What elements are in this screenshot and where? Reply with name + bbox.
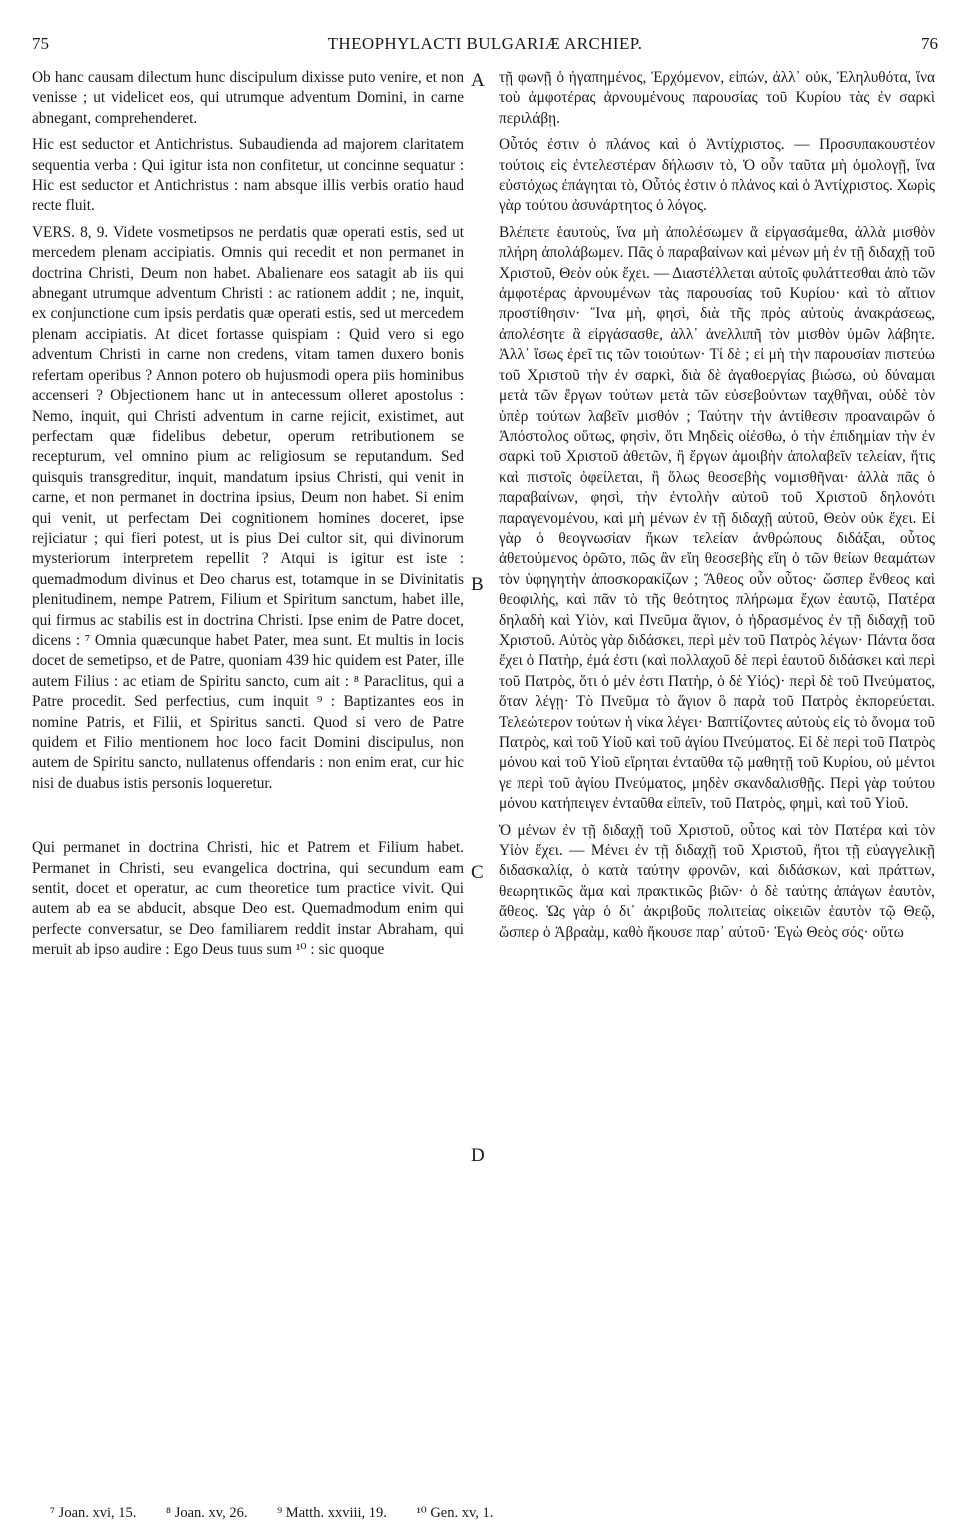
latin-paragraph: Qui permanet in doctrina Christi, hic et Patrem et Filium habet. Permanet in Christi, seu evangelica doctrina, qui secundum eam sentit, docet et operatur, ac cum theoretice tum practice vivit. Qui autem ab ea se abducit, absque Deo est. Quemadmodum enim qui perfecte conversatur, se Deo familiarem reddit instar Abraham, qui meruit ab ipso audire : Ego Deus tuus sum ¹⁰ : sic quoque xyxy=(32,839,464,959)
latin-column xyxy=(32,68,464,967)
footnote: ¹⁰ Gen. xv, 1. xyxy=(416,1505,494,1521)
greek-paragraph: τῇ φωνῇ ὁ ἠγαπημένος, Ἐρχόμενον, εἰπών, ἀλλ᾽ οὐκ, Ἐληλυθότα, ἵνα τοὺ ἀμφοτέρας ἀρνουμένους παρουσίας τοῦ Κυρίου τὰς ἐν σαρκὶ περιλάβῃ. xyxy=(499,69,935,127)
latin-paragraph: Hic est seductor et Antichristus. Subaudienda ad majorem claritatem sequentia verba : Qui igitur ista non confitetur, ut concinne sequatur : Hic est seductor et Antichristus : nam absque illis verbis oratio haud recte fluit. xyxy=(32,136,464,215)
section-marker-b: B xyxy=(471,574,484,595)
greek-paragraph: Βλέπετε ἑαυτοὺς, ἵνα μὴ ἀπολέσωμεν ἃ εἰργασάμεθα, ἀλλὰ μισθὸν πλήρη ἀπολάβωμεν. Πᾶς ὁ παραβαίνων καὶ μένων μὴ ἐν τῇ διδαχῇ τοῦ Χριστοῦ, Θεὸν οὐκ ἔχει. — Διαστέλλεται αὐτοῖς φυλάττεσθαι ἀπὸ τῶν ἀμφοτέρας ἀρνουμένων τὰς παρουσίας τοῦ Κυρίου· καὶ τὸ αἴτιον προστίθησιν· Ἵνα μὴ, φησὶ, διὰ τῆς πρὸς αὐτοὺς ἀνακράσεως, ἀπολέσητε ἃ εἰργάσασθε, ἀλλ᾽ ἀνελλιπῆ τὸν μισθὸν ὑμῶν λάβητε. Ἀλλ᾽ ἴσως ἐρεῖ τις τῶν τοιούτων· Τί δὲ ; εἰ μὴ τὴν παρουσίαν πιστεύω τοῦ Χριστοῦ τὴν ἐν σαρκὶ, διὰ δὲ ἀγαθοεργίας βιώσω, οὐ δύναμαι μετὰ τῶν ἔργων τούτων μετὰ τῶν εὐσεβούντων ταχθῆναι, οὐδὲ τὸν ὑπὲρ τούτων λαβεῖν μισθόν ; Ταύτην τὴν ἀντίθεσιν προαναιρῶν ὁ Ἀπόστολος οὕτως, φησὶν, ὅτι Μηδεὶς οἰέσθω, ὁ τὴν ἐπιδημίαν τὴν ἐν σαρκὶ τοῦ Χριστοῦ ἀθετῶν, ἢ ἔργων ἀμοιβὴν ἀπολαβεῖν τελείαν, ἥτις καὶ πιστοῖς ὀφείλεται, ἢ ὅλως θεοσεβὴς νομισθῆναι· ἀλλὰ πᾶς ὁ παραβαίνων, φησὶ, τὴν ἐντολὴν αὐτοῦ τοῦ Χριστοῦ δηλονότι παραγενομένου, καὶ μὴ μένων ἐν τῇ διδαχῇ αὐτοῦ, Θεὸν οὐκ ἔχει. Εἰ γὰρ ὁ θεογνωσίαν ἥκων τελείαν ἀνθρώπους διδάξαι, οὗτος ἀθετούμενος ὁρῶτο, πῶς ἂν εἴη θεοσεβὴς εἴη ὁ τῶν θείων θεαμάτων τὸν ὑφηγητὴν ἀποσκορακίζων ; Ἄθεος οὖν οὗτος· ὥσπερ ἔνθεος καὶ θεοφιλὴς, καὶ πᾶν τὸ τῆς θεότητος πλήρωμα ἔχων ἑαυτῷ, Πατέρα δηλαδὴ καὶ Υἱὸν, καὶ Πνεῦμα ἅγιον, ὁ ἡδρασμένος ἐν τῇ διδαχῇ τοῦ Χριστοῦ. Αὐτὸς γὰρ διδάσκει, περὶ μὲν τοῦ Πατρὸς λέγων· Πάντα ὅσα ἔχει ὁ Πατὴρ, ἐμά ἐστι (καὶ πολλαχοῦ δὲ περὶ ἑαυτοῦ διδάσκει καὶ περὶ τοῦ Πατρὸς, ὅτι ὁ μέν ἐστι Πατὴρ, ὁ δὲ Υἱός)· περὶ δὲ τοῦ Πνεύματος, ὅταν λέγῃ· Τὸ Πνεῦμα τὸ ἅγιον ὃ παρὰ τοῦ Πατρὸς ἐκπορεύεται. Τελεώτερον τούτων ἡ νίκα λέγει· Βαπτίζοντες αὐτοὺς εἰς τὸ ὄνομα τοῦ Πατρὸς, καὶ τοῦ Υἱοῦ καὶ τοῦ ἁγίου Πνεύματος. Εἰ δὲ περὶ τοῦ Πατρὸς μόνου καὶ τοῦ Υἱοῦ εἴρηται ἐνταῦθα τῷ μαθητῇ τοῦ Κυρίου, οὐ μέντοι γε περὶ τοῦ ἁγίου Πνεύματος, μηδὲν σκανδαλισθῇς. Περὶ γὰρ τούτου μόνου κατήπειγεν ἐνταῦθα εἰπεῖν, τοῦ Πατρὸς, φημὶ, καὶ τοῦ Υἱοῦ. xyxy=(499,223,935,813)
greek-paragraph: Ὁ μένων ἐν τῇ διδαχῇ τοῦ Χριστοῦ, οὗτος καὶ τὸν Πατέρα καὶ τὸν Υἱὸν ἔχει. — Μένει ἐν τῇ διδαχῇ τοῦ Χριστοῦ, ἤτοι τῇ εὐαγγελικῇ διδασκαλίᾳ, ὁ κατὰ ταύτην φρονῶν, καὶ διδάσκων, καὶ πράττων, θεωρητικῶς ἅμα καὶ πρακτικῶς βιῶν· ὁ δὲ ταύτης ἀπάγων ἑαυτὸν, ἄθεος. Ὡς γὰρ ὁ δι᾽ ἀκριβοῦς πολιτείας οἰκειῶν ἑαυτὸν τῷ Θεῷ, ὥσπερ ὁ Ἀβραὰμ, καθὸ ἤκουσε παρ᾽ αὐτοῦ· Ἐγὼ Θεὸς σός· οὕτω xyxy=(499,821,935,941)
greek-paragraph: Οὗτός ἐστιν ὁ πλάνος καὶ ὁ Ἀντίχριστος. — Προσυπακουστέον τούτοις εἰς ἐντελεστέραν δήλωσιν τὸ, Ὁ οὖν ταῦτα μὴ ὁμολογῇ, ἵνα εὐστόχως ἐπάγηται τὸ, Οὗτός ἐστιν ὁ πλάνος καὶ ὁ Ἀντίχριστος. Χωρὶς γὰρ τούτου ἀσυνάρτητος ὁ λόγος. xyxy=(499,136,935,215)
footnote: ⁸ Joan. xv, 26. xyxy=(166,1505,248,1521)
footnotes xyxy=(50,1505,930,1522)
left-page-number: 75 xyxy=(32,34,49,53)
footnote: ⁹ Matth. xxviii, 19. xyxy=(277,1505,387,1521)
running-header xyxy=(28,34,942,58)
section-marker-d: D xyxy=(471,1145,485,1166)
right-page-number: 76 xyxy=(921,34,938,53)
latin-paragraph: VERS. 8, 9. Videte vosmetipsos ne perdatis quæ operati estis, sed ut mercedem plenam accipiatis. Omnis qui recedit et non permanet in doctrina Christi, Deum non habet. Abalienare eos satagit ab iis qui abnegant utrumque adventum Christi : ac rationem addit ; ne, inquit, ex conjunctione cum ipsis perdatis quæ operati estis, sed ut mercedem plenam accipiatis. At dicet fortasse quispiam : Quid vero si ego adventum Christi in carne non credens, vitam tamen duxero bonis refertam operibus ? Annon potero ob hujusmodi opera piis hominibus accenseri ? Objectionem hanc ut in antecessum olleret apostolus : Nemo, inquit, qui Christi adventum in carne rejicit, existimet, aut perfectam quæ fidelibus debetur, operum retributionem se recepturum, vel omnino pium ac religiosum se reputandum. Sed quisquis transgreditur, inquit, mandatum ipsius Christi, qui venit in carne, et non permanet in doctrina ipsius, Deum non habet. Si enim qui venit, ut perfectam Dei cognitionem homines doceret, ipse rejiciatur ; qui fieri potest, ut is pius Dei cultor sit, qui divinorum mysteriorum interpretem repellit ? Atqui is igitur est iste : quemadmodum divinus et Deo charus est, totamque in se Divinitatis plenitudinem, nempe Patrem, Filium et Spiritum sanctum, habet ille, qui firmus ac stabilis est in doctrina Christi. Ipse enim de Patre docet, dicens : ⁷ Omnia quæcunque habet Pater, mea sunt. Et multis in locis docet de semetipso, et de Patre, quoniam 439 hic quidem est Pater, ille autem Filius : ac etiam de Spiritu sancto, cum ait : ⁸ Paraclitus, qui a Patre procedit. Sed perfectius, cum inquit ⁹ : Baptizantes eos in nomine Patris, et Filii, et Spiritus sancti. Quod si vero de Patre quidem et Filio mentionem hoc loco facit Domini discipulus, non autem de Spiritu sancto, nullatenus offendaris : non enim erat, cur hic nisi de duabus istis personis loqueretur. xyxy=(32,223,464,792)
section-marker-a: A xyxy=(471,70,485,91)
section-marker-c: C xyxy=(471,862,484,883)
latin-paragraph: Ob hanc causam dilectum hunc discipulum dixisse puto venire, et non venisse ; ut videlicet eos, qui utrumque adventum Domini, in carne abnegant, comprehenderet. xyxy=(32,69,464,127)
footnote: ⁷ Joan. xvi, 15. xyxy=(50,1505,137,1521)
greek-column xyxy=(499,68,935,949)
running-title: THEOPHYLACTI BULGARIÆ ARCHIEP. xyxy=(327,34,643,53)
